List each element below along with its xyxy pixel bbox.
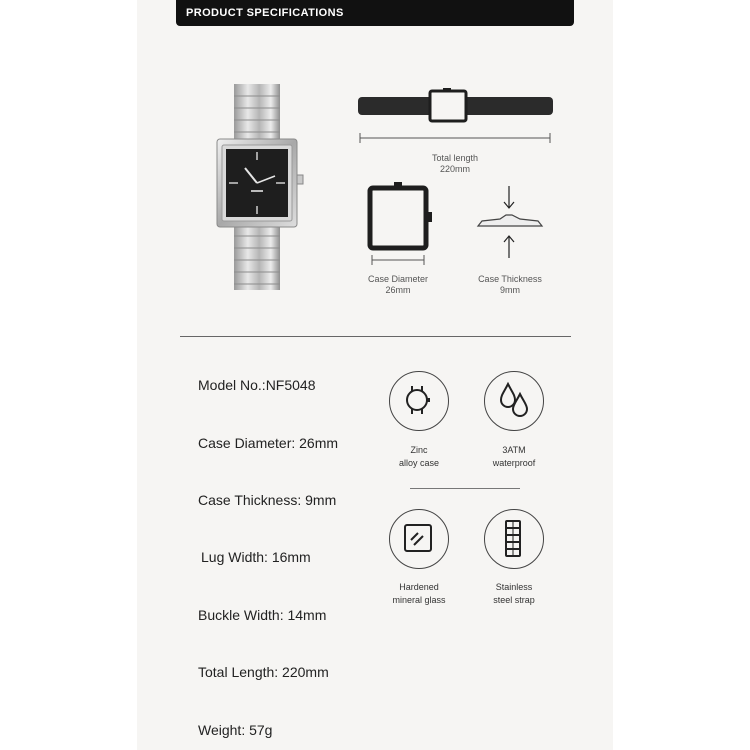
case-thickness-caption bbox=[465, 274, 555, 296]
case-thickness-label: Case Thickness bbox=[478, 274, 542, 284]
case-diameter-label: Case Diameter bbox=[367, 274, 429, 284]
feature-zinc-case bbox=[389, 371, 449, 431]
header-bar bbox=[176, 0, 574, 26]
steel-strap-icon bbox=[485, 510, 542, 567]
case-diameter-diagram bbox=[362, 182, 442, 272]
feature-waterproof-label bbox=[469, 444, 559, 470]
feature-waterproof bbox=[484, 371, 544, 431]
feature-zinc-line1: Zinc bbox=[410, 445, 428, 455]
spec-buckle-width: Buckle Width: 14mm bbox=[198, 607, 327, 623]
spec-lug-width: Lug Width: 16mm bbox=[201, 549, 311, 565]
feature-zinc-line2: alloy case bbox=[398, 458, 440, 468]
spec-case-diameter: Case Diameter: 26mm bbox=[198, 435, 339, 451]
spec-weight: Weight: 57g bbox=[198, 722, 273, 738]
feature-zinc-label bbox=[374, 444, 464, 470]
total-length-label: Total length bbox=[431, 153, 479, 163]
total-length-diagram bbox=[355, 88, 555, 148]
feature-glass-line2: mineral glass bbox=[392, 595, 446, 605]
feature-glass-line1: Hardened bbox=[399, 582, 439, 592]
feature-glass-label bbox=[374, 581, 464, 607]
feature-strap-label bbox=[469, 581, 559, 607]
case-thickness-diagram bbox=[472, 184, 548, 266]
watch-case-icon bbox=[390, 372, 447, 429]
feature-waterproof-line1: 3ATM bbox=[502, 445, 526, 455]
total-length-value: 220mm bbox=[439, 164, 470, 174]
spec-model-no: Model No.:NF5048 bbox=[198, 377, 316, 393]
spec-total-length: Total Length: 220mm bbox=[198, 664, 329, 680]
total-length-caption bbox=[405, 153, 505, 175]
feature-waterproof-line2: waterproof bbox=[492, 458, 536, 468]
case-thickness-value: 9mm bbox=[500, 285, 520, 295]
spec-case-thickness: Case Thickness: 9mm bbox=[198, 492, 337, 508]
feature-strap-line1: Stainless bbox=[495, 582, 533, 592]
feature-steel-strap bbox=[484, 509, 544, 569]
watch-product-image bbox=[205, 82, 310, 294]
water-drops-icon bbox=[485, 372, 542, 429]
case-diameter-value: 26mm bbox=[385, 285, 411, 295]
glass-icon bbox=[390, 510, 447, 567]
feature-mineral-glass bbox=[389, 509, 449, 569]
case-diameter-caption bbox=[353, 274, 443, 296]
feature-divider bbox=[410, 488, 520, 489]
header-title: PRODUCT SPECIFICATIONS bbox=[186, 7, 344, 19]
section-divider bbox=[180, 336, 571, 337]
feature-strap-line2: steel strap bbox=[493, 595, 535, 605]
